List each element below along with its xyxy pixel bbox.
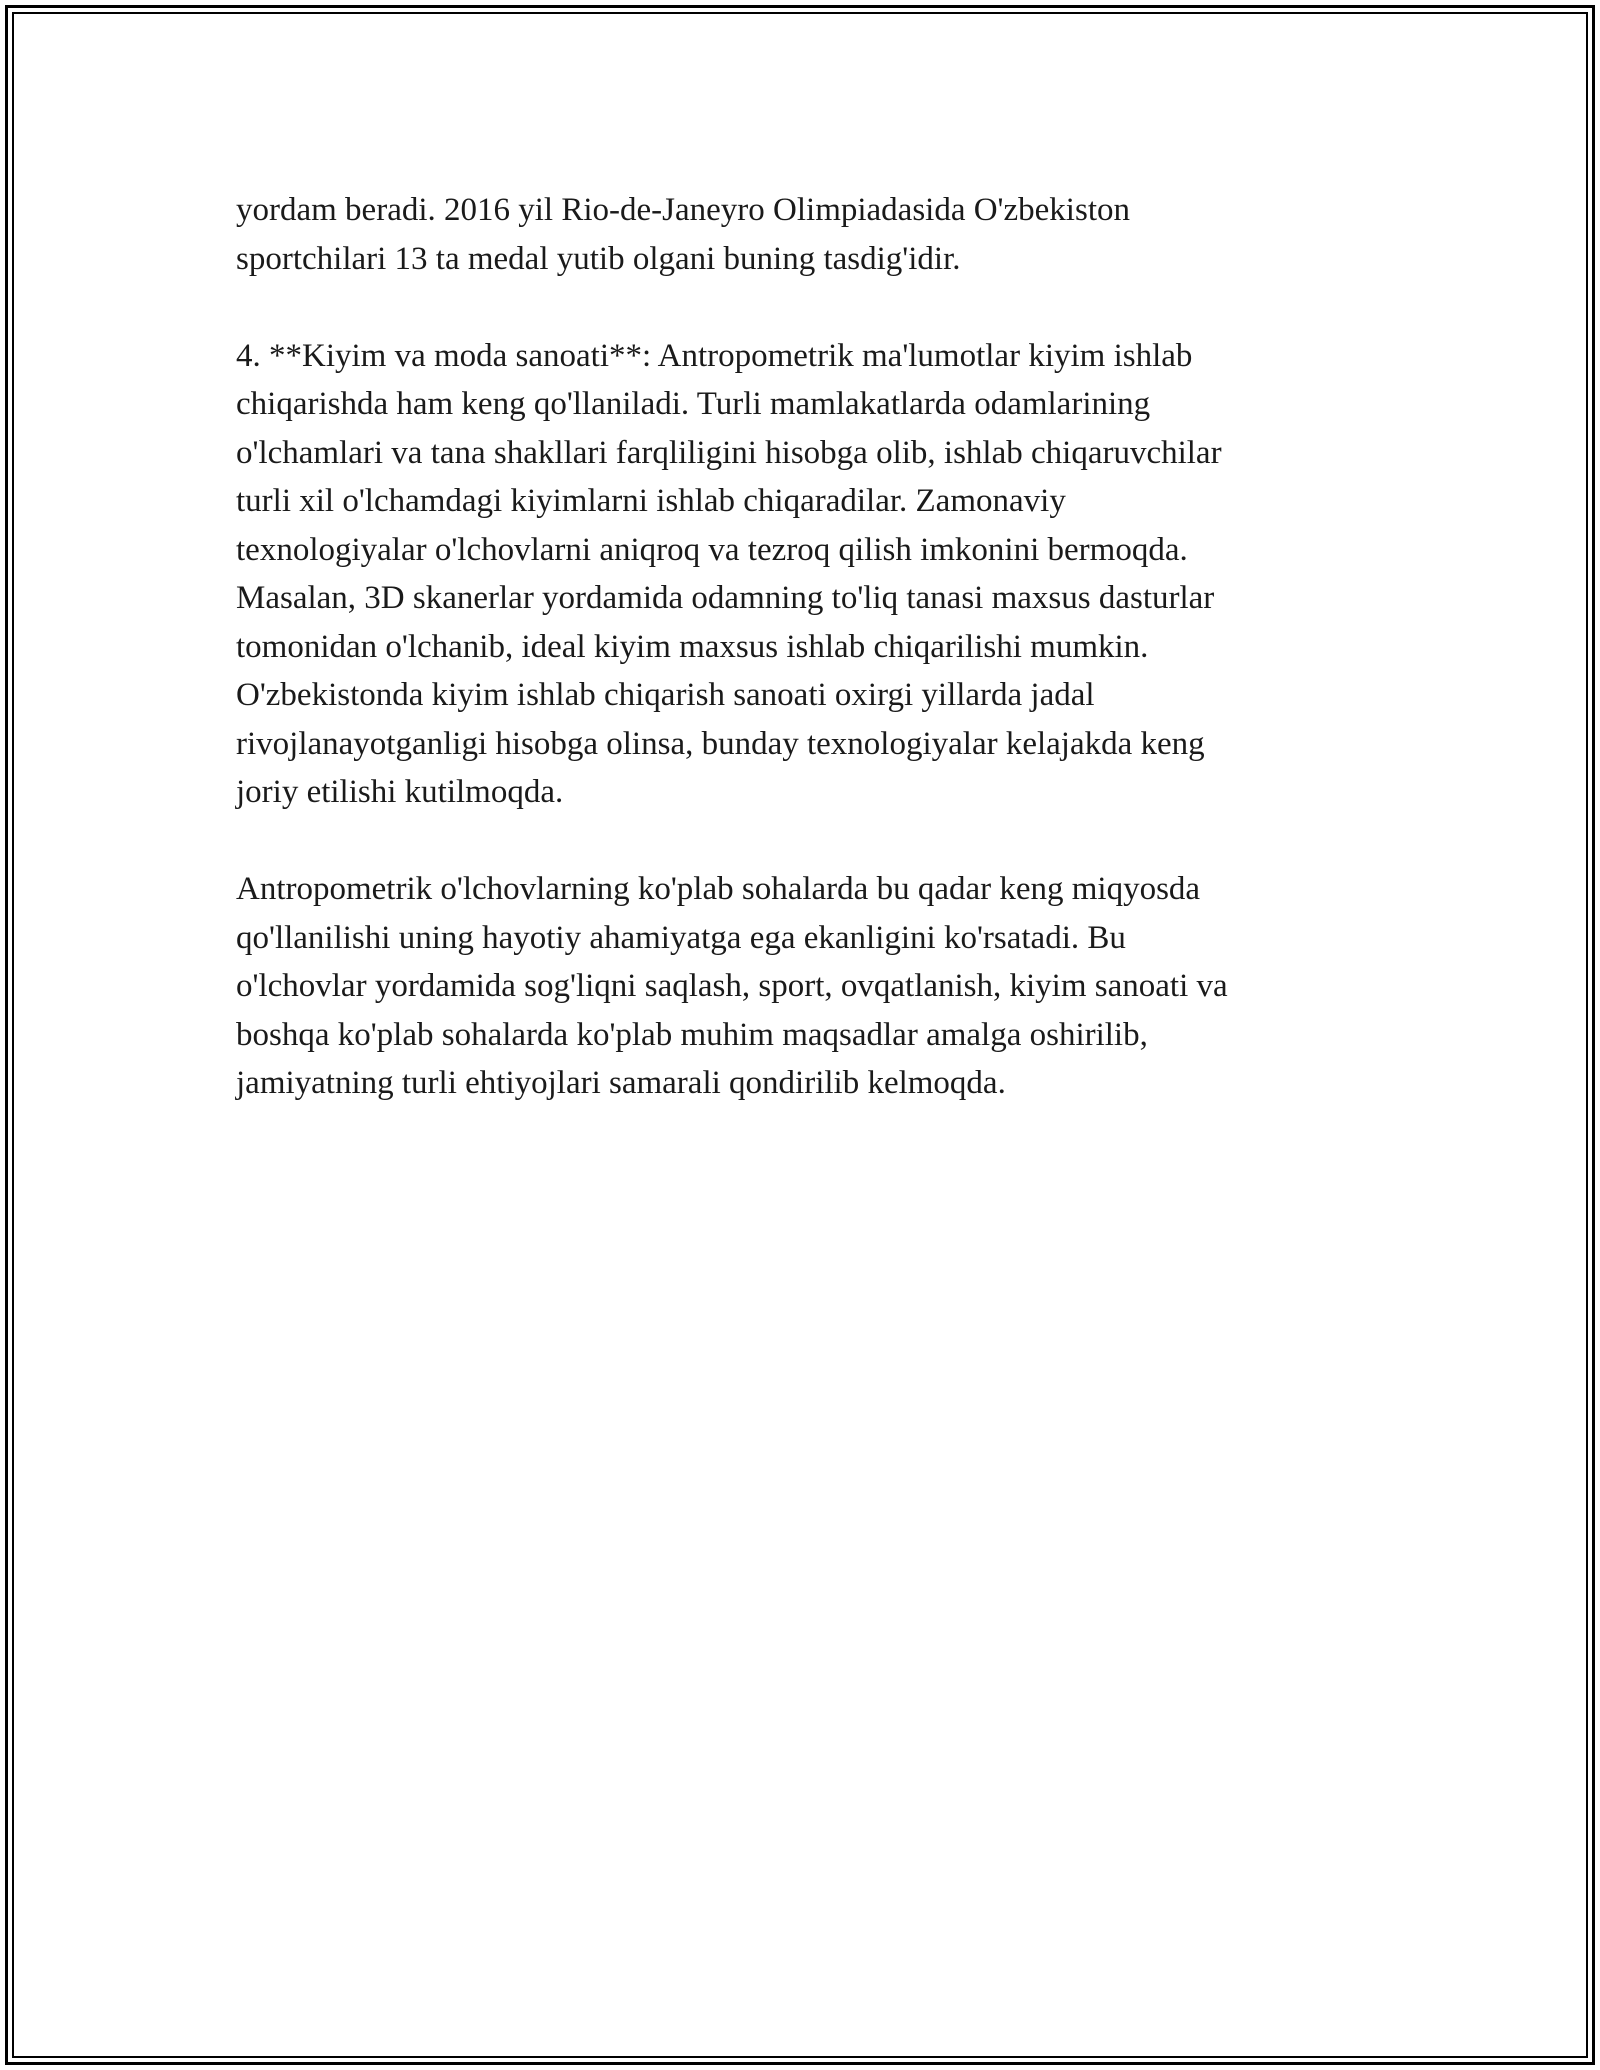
text-line: boshqa ko'plab sohalarda ko'plab muhim maqsadlar amalga oshirilib, [236, 1016, 1148, 1053]
paragraph-3 [236, 865, 1366, 1108]
text-line: joriy etilishi kutilmoqda. [236, 774, 564, 810]
text-line: o'lchovlar yordamida sog'liqni saqlash, sport, ovqatlanish, kiyim sanoati va [236, 968, 1228, 1004]
paragraph-1 [236, 186, 1366, 283]
text-line: tomonidan o'lchanib, ideal kiyim maxsus ishlab chiqarilishi mumkin. [236, 628, 1149, 665]
paragraph-2 [236, 332, 1366, 817]
text-line: O'zbekistonda kiyim ishlab chiqarish sanoati oxirgi yillarda jadal [236, 677, 1095, 713]
text-line: Antropometrik o'lchovlarning ko'plab sohalarda bu qadar keng miqyosda [236, 871, 1201, 907]
text-line: turli xil o'lchamdagi kiyimlarni ishlab chiqaradilar. Zamonaviy [236, 483, 1066, 519]
text-line: jamiyatning turli ehtiyojlari samarali qondirilib kelmoqda. [236, 1065, 1006, 1101]
text-line: qo'llanilishi uning hayotiy ahamiyatga ega ekanligini ko'rsatadi. Bu [236, 919, 1126, 956]
text-line: 4. **Kiyim va moda sanoati**: Antropometrik ma'lumotlar kiyim ishlab [236, 337, 1193, 374]
text-line: sportchilari 13 ta medal yutib olgani buning tasdig'idir. [236, 240, 961, 277]
text-line: chiqarishda ham keng qo'llaniladi. Turli mamlakatlarda odamlarining [236, 386, 1151, 422]
text-line: rivojlanayotganligi hisobga olinsa, bunday texnologiyalar kelajakda keng [236, 725, 1205, 762]
text-line: yordam beradi. 2016 yil Rio-de-Janeyro Olimpiadasida O'zbekiston [236, 192, 1130, 228]
text-line: texnologiyalar o'lchovlarni aniqroq va tezroq qilish imkonini bermoqda. [236, 531, 1188, 568]
document-body [236, 186, 1366, 1156]
text-line: Masalan, 3D skanerlar yordamida odamning to'liq tanasi maxsus dasturlar [236, 580, 1215, 616]
text-line: o'lchamlari va tana shakllari farqliligini hisobga olib, ishlab chiqaruvchilar [236, 434, 1222, 471]
